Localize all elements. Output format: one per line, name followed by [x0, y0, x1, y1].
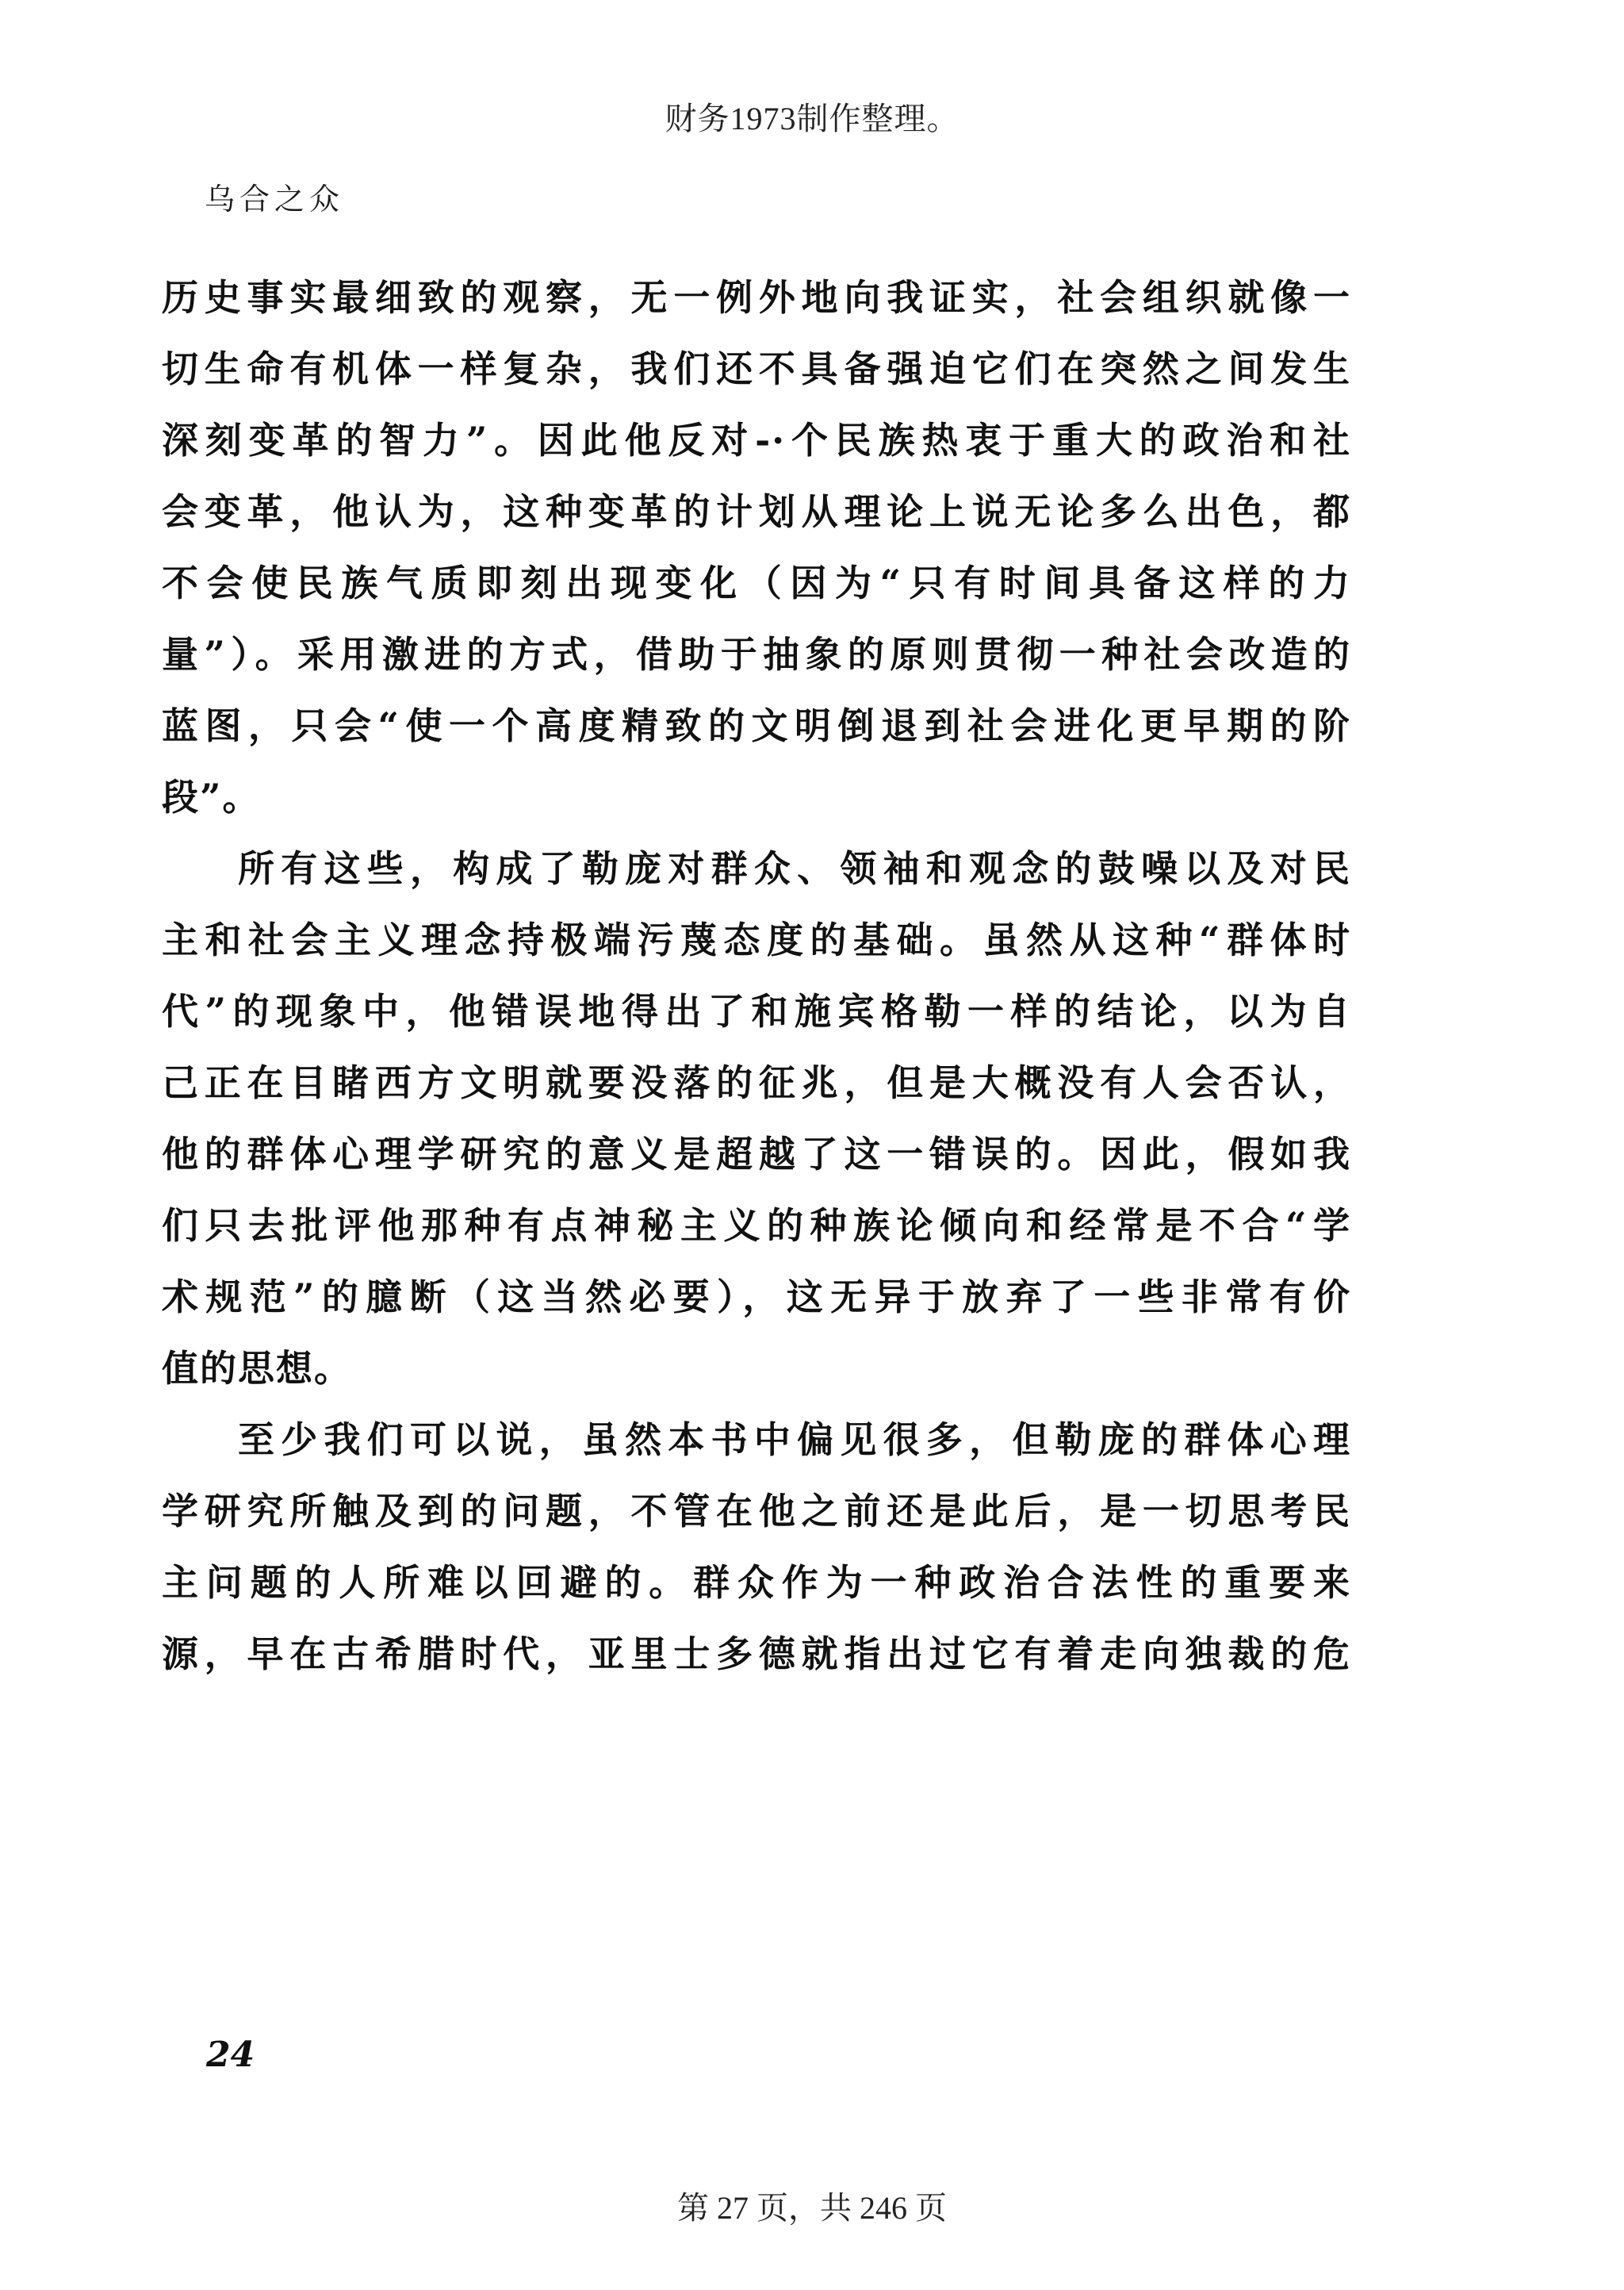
- text-line: 主和社会主义理念持极端污蔑态度的基础。虽然从这种“群体时: [162, 919, 1351, 961]
- text-line: 主问题的人所难以回避的。群众作为一种政治合法性的重要来: [162, 1561, 1351, 1604]
- text-line: 切生命有机体一样复杂，我们还不具备强迫它们在突然之间发生: [162, 347, 1351, 390]
- text-line: 深刻变革的智力”。因此他反对-·个民族热衷于重大的政治和社: [162, 419, 1351, 462]
- text-line: 量”）。采用激进的方式，借助于抽象的原则贯彻一种社会改造的: [162, 633, 1351, 676]
- page-number: 24: [206, 2035, 255, 2075]
- text-line: 代”的现象中，他错误地得出了和施宾格勒一样的结论，以为自: [162, 990, 1351, 1033]
- text-line: 历史事实最细致的观察，无一例外地向我证实，社会组织就像一: [162, 276, 1351, 319]
- watermark: 财务1973制作整理。: [665, 101, 959, 136]
- text-line: 他的群体心理学研究的意义是超越了这一错误的。因此，假如我: [162, 1133, 1351, 1176]
- text-line: 所有这些，构成了勒庞对群众、领袖和观念的鼓噪以及对民: [238, 847, 1351, 890]
- text-line: 己正在目睹西方文明就要没落的征兆，但是大概没有人会否认，: [162, 1061, 1351, 1104]
- text-line: 值的思想。: [162, 1347, 352, 1390]
- running-head: 乌合之众: [205, 182, 345, 217]
- text-line: 至少我们可以说，虽然本书中偏见很多，但勒庞的群体心理: [238, 1418, 1351, 1461]
- text-line: 们只去批评他那种有点神秘主义的种族论倾向和经常是不合“学: [162, 1204, 1351, 1247]
- text-line: 会变革，他认为，这种变革的计划从理论上说无论多么出色，都: [162, 490, 1351, 533]
- text-line: 源，早在古希腊时代，亚里士多德就指出过它有着走向独裁的危: [162, 1632, 1351, 1675]
- text-line: 不会使民族气质即刻出现变化（因为“只有时间具备这样的力: [162, 562, 1351, 604]
- text-line: 学研究所触及到的问题，不管在他之前还是此后，是一切思考民: [162, 1490, 1351, 1532]
- page-footer: 第 27 页，共 246 页: [677, 2190, 947, 2226]
- body-text: [162, 262, 1351, 1690]
- text-line: 蓝图，只会“使一个高度精致的文明倒退到社会进化更早期的阶: [162, 704, 1351, 747]
- text-line: 段”。: [162, 776, 261, 819]
- text-line: 术规范”的臆断（这当然必要），这无异于放弃了一些非常有价: [162, 1275, 1351, 1318]
